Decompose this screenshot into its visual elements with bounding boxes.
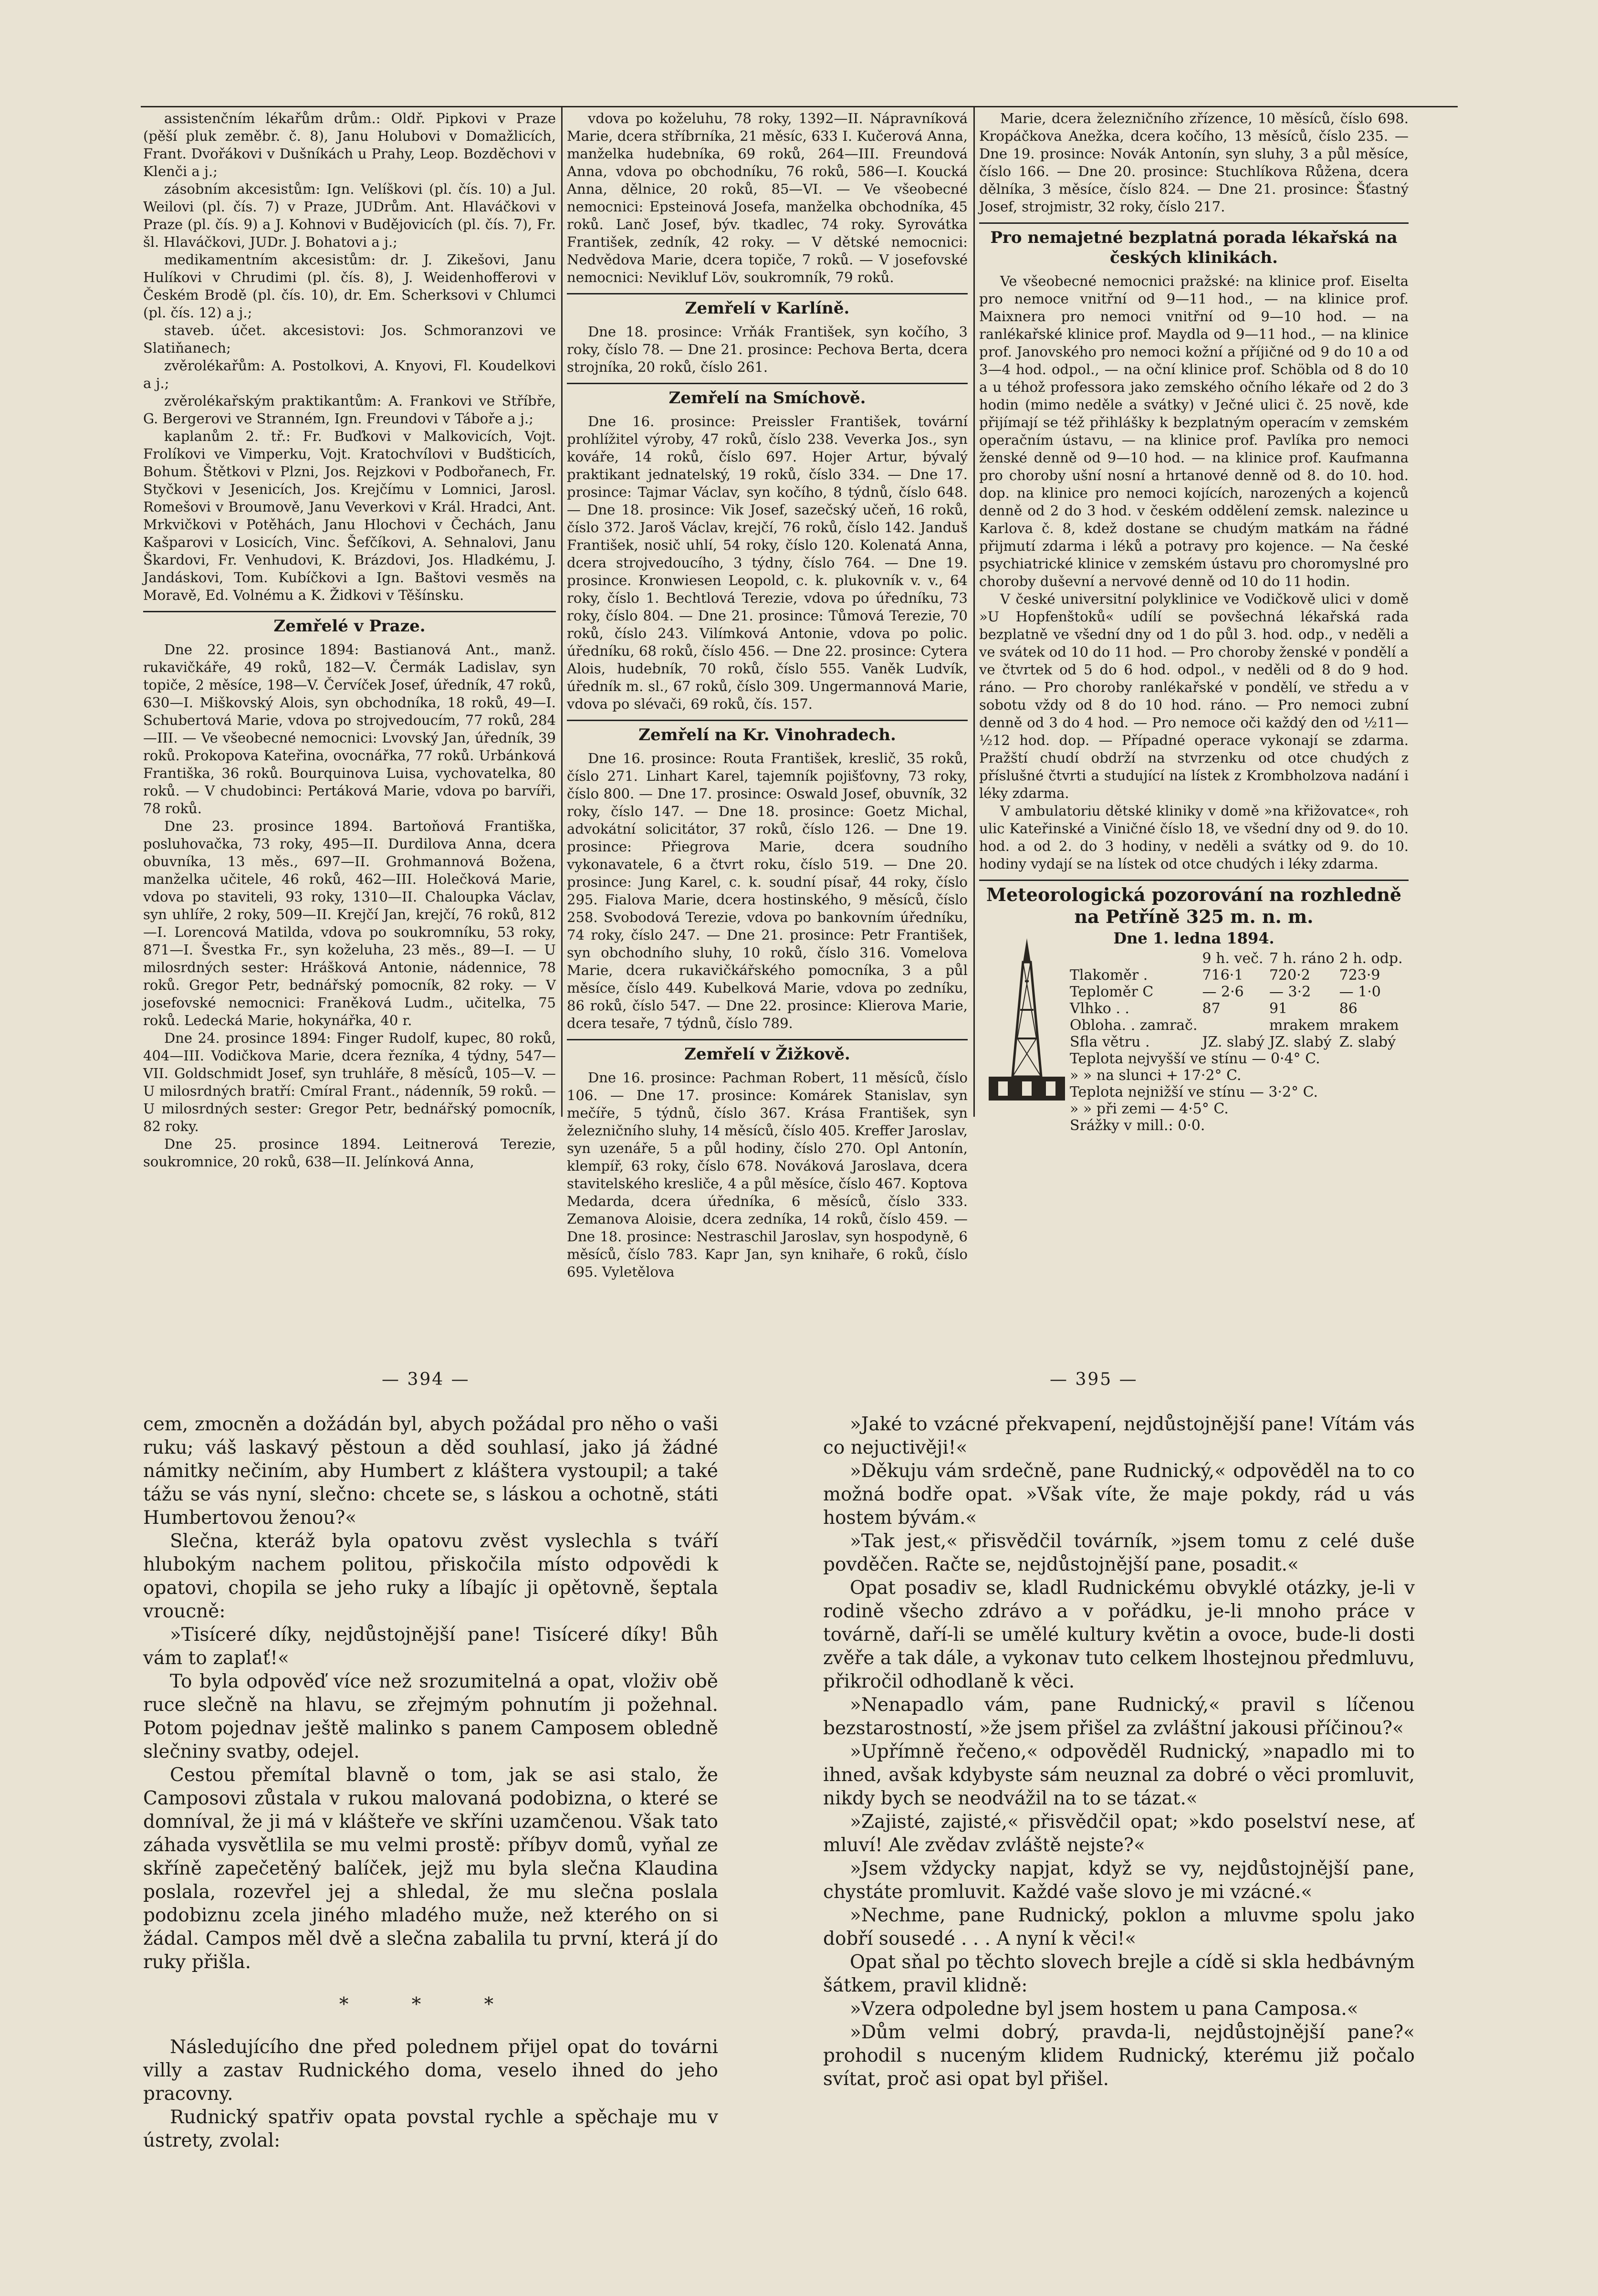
weather-value: — 3·2 [1269,984,1311,1000]
story-paragraph: »Dům velmi dobrý, pravda-li, nejdůstojnější pane?« prohodil s nuceným klidem Rudnický, kterému již počalo svítat, proč asi opat byl přišel. [823,2022,1415,2090]
story-paragraph: »Děkuju vám srdečně, pane Rudnický,« odpověděl na to co možná bodře opat. »Však víte, že maje pokdy, rád u vás hostem bývám.« [823,1460,1415,1529]
deaths-prague-3: Dne 24. prosince 1894: Finger Rudolf, kupec, 80 roků, 404—III. Vodičkova Marie, dcera řezníka, 4 týdny, 547—VII. Goldschmidt Josef, syn truhláře, 8 měsíců, 105—V. — U milosrdných bratří: Cmíral Frant., nádenník, 59 roků. — U milosrdných sester: Gregor Petr, bednářský pomocník, 82 roky. [143,1030,556,1134]
weather-extreme-line: » » na slunci + 17·2° C. [1070,1067,1242,1084]
column-divider-2 [973,107,975,1117]
weather-value: 723·9 [1339,967,1380,984]
story-paragraph: »Nechme, pane Rudnický, poklon a mluvme spolu jako dobří sousedé . . . A nyní k věci!« [823,1905,1415,1950]
weather-col-morning: 7 h. ráno [1269,950,1335,967]
page-number-left: — 394 — [382,1370,470,1389]
story-paragraph: Opat sňal po těchto slovech brejle a cídě si skla hedbávným šátkem, pravil klidně: [823,1951,1415,1996]
deaths-zizkov-cont: Marie, dcera železničního zřízence, 10 měsíců, číslo 698. Kropáčkova Anežka, dcera kočího, 13 měsíců, číslo 235. — Dne 19. prosince: Novák Antonín, syn sluhy, 3 a půl měsíce, číslo 166. — Dne 20. prosince: Stuchlíkova Růžena, dcera dělníka, 3 měsíce, číslo 824. — Dne 21. prosince: Šťastný Josef, strojmistr, 32 roky, číslo 217. [979,110,1409,215]
appointments-5: zvěrolékařům: A. Postolkovi, A. Knyovi, Fl. Koudelkovi a j.; [143,357,556,391]
story-paragraph: cem, zmocněn a dožádán byl, abych požádal pro něho o vaši ruku; váš laskavý pěstoun a děd souhlasí, jako já žádné námitky nečiním, aby Humbert z kláštera vystoupil; a také tážu se vás nyní, slečno: chcete se, s láskou a ochotně, státi Humbertovou ženou?« [143,1414,718,1529]
appointments-2: zásobním akcesistům: Ign. Velíškovi (pl. čís. 10) a Jul. Weilovi (pl. čís. 7) v Praze, JUDrům. Ant. Hlaváčkovi v Praze (pl. čís. 9) a J. Kohnovi v Budějovicích (pl. čís. 7), Fr. šl. Hlaváčkovi, JUDr. J. Bohatovi a j.; [143,181,556,250]
appointments-4: staveb. účet. akcesistovi: Jos. Schmoranzovi ve Slatiňanech; [143,322,556,356]
weather-table [1070,950,1408,1050]
weather-value: 716·1 [1202,967,1243,984]
story-paragraph: »Upřímně řečeno,« odpověděl Rudnický, »napadlo mi to ihned, avšak kdybyste sám neuznal za dobré o věci promluvit, nikdy bych se neodvážil na to se tázat.« [823,1741,1415,1809]
story-paragraph: Rudnický spatřiv opata povstal rychle a spěchaje mu v ústrety, zvolal: [143,2107,718,2151]
appointments-1: assistenčním lékařům drům.: Oldř. Pipkovi v Praze (pěší pluk zeměbr. č. 8), Janu Holubovi v Domažlicích, Frant. Dvořákovi v Dušníkách u Prahy, Leop. Bozděchovi v Klenči a j.; [143,110,556,179]
heading-deaths-karlin: Zemřelí v Karlíně. [567,293,968,318]
deaths-smichov: Dne 16. prosince: Preissler František, tovární prohlížitel výroby, 47 roků, číslo 238. Veverka Jos., syn kováře, 14 roků, číslo 697. Hojer Artur, bývalý praktikant jednatelský, 19 roků, číslo 334. — Dne 17. prosince: Tajmar Václav, syn kočího, 8 týdnů, číslo 648. — Dne 18. prosince: Vik Josef, sazečský učeň, 16 roků, číslo 372. Jaroš Václav, krejčí, 76 roků, číslo 142. Janduš František, nosič uhlí, 54 roky, číslo 120. Kolenatá Anna, dcera strojvedoucího, 3 týdny, číslo 764. — Dne 19. prosince. Kronwiesen Leopold, c. k. plukovník v. v., 64 roky, číslo 1. Bechtlová Terezie, vdova po úředníku, 73 roky, číslo 804. — Dne 21. prosince: Tůmová Terezie, 70 roků, číslo 243. Vilímková Antonie, vdova po polic. úředníku, 68 roků, číslo 456. — Dne 22. prosince: Cytera Alois, hudebník, 70 roků, číslo 555. Vaněk Ludvík, úředník m. sl., 67 roků, číslo 309. Ungermannová Marie, vdova po slévači, 69 roků, čís. 157. [567,413,968,712]
column-1 [143,110,556,1170]
story-paragraph: »Jaké to vzácné překvapení, nejdůstojnější pane! Vítám vás co nejuctivěji!« [823,1414,1415,1458]
page-number-right: — 395 — [1050,1370,1138,1389]
weather-value: JZ. slabý [1269,1034,1332,1050]
weather-row-label: Sfla větru . [1070,1034,1150,1050]
weather-value [1202,1017,1269,1034]
weather-precipitation: Srážky v mill.: 0·0. [1070,1117,1205,1134]
story-paragraph: »Jsem vždycky napjat, když se vy, nejdůstojnější pane, chystáte promluvit. Každé vaše slovo je mi vzácné.« [823,1858,1415,1903]
deaths-prague-2: Dne 23. prosince 1894. Bartoňová Františka, posluhovačka, 73 roky, 495—II. Durdilova Anna, dcera obuvníka, 13 měs., 697—II. Grohmannová Božena, manželka učitele, 46 roků, 462—III. Holečková Marie, vdova po staviteli, 93 roky, 1310—II. Chaloupka Václav, syn uhlíře, 2 roky, 509—II. Krejčí Jan, krejčí, 76 roků, 812—I. Lorencová Matilda, vdova po soukromníku, 53 roky, 871—I. Švestka Fr., syn koželuha, 23 měs., 89—I. — U milosrdných sester: Hrášková Antonie, nádennice, 78 roků. Gregor Petr, bednářský pomocník, 82 roky. — V josefovské nemocnici: Franěková Ludm., učitelka, 75 roků. Ledecká Marie, hokynářka, 40 r. [143,818,556,1028]
column-2 [567,110,968,1280]
weather-title: Meteorologická pozorování na rozhledně na Petříně 325 m. n. m. [986,884,1402,927]
weather-row-label: Obloha. . zamrač. [1070,1017,1198,1034]
weather-extreme-line: Teplota nejvyšší ve stínu — 0·4° C. [1070,1050,1320,1067]
column-divider-1 [561,107,563,1117]
polyclinic-hours: V české universitní polyklinice ve Vodičkově ulici v domě »U Hopfenštoků« udílí se povšechná lékařská rada bezplatně ve všední dny od 1 do půl 3. hod. odp., v neděli a ve svátek od 10 do 11 hod. — Pro choroby ženské v pondělí a ve čtvrtek od 5 do 6 hod. odpol., v neděli od 8 do 9 hod. ráno. — Pro choroby ranlékařské v pondělí, ve středu a v sobotu vždy od 8 do 10 hod. ráno. — Pro nemoci zubní denně od 3 do 4 hod. — Pro nemoce oči každý den od ½11—½12 hod. dop. — Případné operace vykonají se zdarma. Pražští chudí obdrží na stvrzenku od otce chudých z příslušné čtvrti a studující na lístek z Krombholzova nadání i léky zdarma. [979,591,1409,801]
weather-value: — 1·0 [1339,984,1381,1000]
weather-col-evening: 9 h. več. [1202,950,1264,967]
heading-deaths-vinohrady: Zemřelí na Kr. Vinohradech. [567,720,968,745]
weather-row-label: Vlhko . . [1070,1000,1129,1017]
weather-col-afternoon: 2 h. odp. [1339,950,1403,967]
petrin-tower-illustration [979,933,1075,1115]
deaths-karlin: Dne 18. prosince: Vrňák František, syn kočího, 3 roky, číslo 78. — Dne 21. prosince: Pechova Berta, dcera strojníka, 20 roků, číslo 261. [567,324,968,375]
heading-deaths-smichov: Zemřelí na Smíchově. [567,383,968,408]
story-paragraph: Opat posadiv se, kladl Rudnickému obvyklé otázky, je-li v rodině všecho zdrávo a v pořádku, je-li mnoho práce v továrně, daří-li se umělé kultury květin a ovoce, bude-li dosti zvěře a tak dále, a vykonav tuto celkem lhostejnou předmluvu, přikročil odhodlaně k věci. [823,1577,1415,1692]
story-paragraph: »Vzera odpoledne byl jsem hostem u pana Camposa.« [850,1998,1358,2020]
deaths-vinohrady: Dne 16. prosince: Routa František, kreslič, 35 roků, číslo 271. Linhart Karel, tajemník pojišťovny, 73 roky, číslo 800. — Dne 17. prosince: Oswald Josef, obuvník, 32 roky, číslo 147. — Dne 18. prosince: Goetz Michal, advokátní solicitátor, 37 roků, číslo 126. — Dne 19. prosince: Přiegrova Marie, dcera soudního vykonavatele, 6 a čtvrt roku, číslo 519. — Dne 20. prosince: Jung Karel, c. k. soudní písař, 44 roky, číslo 295. Fialova Marie, dcera hostinského, 9 měsíců, číslo 258. Svobodová Terezie, vdova po bankovním úředníku, 74 roky, číslo 247. — Dne 21. prosince: Petr František, syn obchodního sluhy, 10 roků, číslo 316. Vomelova Marie, dcera rukavičkářského pomocníka, 3 a půl měsíce, číslo 449. Kubelková Marie, vdova po zedníku, 86 roků, číslo 547. — Dne 22. prosince: Klierova Marie, dcera tesaře, 7 týdnů, číslo 789. [567,750,968,1031]
weather-value: JZ. slabý [1202,1034,1264,1050]
deaths-zizkov: Dne 16. prosince: Pachman Robert, 11 měsíců, číslo 106. — Dne 17. prosince: Komárek Stanislav, syn mečíře, 5 týdnů, číslo 367. Krása František, syn železničního sluhy, 14 měsíců, číslo 405. Kreffer Jaroslav, syn uzenáře, 5 a půl hodiny, číslo 270. Opl Antonín, klempíř, 63 roky, číslo 678. Nováková Jaroslava, dcera stavitelského kresliče, 4 a půl měsíce, číslo 467. Koptova Medarda, dcera úředníka, 6 měsíců, číslo 333. Zemanova Aloisie, dcera zedníka, 14 roků, číslo 459. — Dne 18. prosince: Nestraschil Jaroslav, syn hospodyně, 6 měsíců, číslo 783. Kapr Jan, syn knihaře, 6 roků, číslo 695. Vyletělova [567,1069,968,1280]
weather-row-label: Tlakoměr . [1070,967,1148,984]
weather-value: — 2·6 [1202,984,1244,1000]
heading-deaths-prague: Zemřelé v Praze. [143,611,556,636]
weather-extreme-line: Teplota nejnižší ve stínu — 3·2° C. [1070,1084,1318,1101]
weather-value: 720·2 [1269,967,1310,984]
story-paragraph: To byla odpověď více než srozumitelná a opat, vloživ obě ruce slečně na hlavu, se zřejmým pohnutím ji požehnal. Potom pojednav ještě malinko s panem Camposem obledně slečniny svatby, odejel. [143,1671,718,1762]
weather-value: 86 [1339,1000,1358,1017]
clinic-hours: Ve všeobecné nemocnici pražské: na klinice prof. Eiselta pro nemoce vnitřní od 9—11 hod., — na klinice prof. Maixnera pro nemoci vnitřní od 9—10 hod. — na ranlékařské klinice prof. Maydla od 9—11 hod., — na klinice prof. Janovského pro nemoci kožní a příjičné od 9 do 10 a od 3—4 hod. odpol., — na oční klinice prof. Schöbla od 8 do 10 a u téhož professora jako zemského očního lékaře od 2 do 3 hodin (mimo neděle a svátky) v Ječné ulici č. 25 nově, kde přijímají se též přihlášky k bezplatným operacím v zemském operačním ústavu, — na klinice prof. Pavlíka pro nemoci ženské denně od 9—10 hod. — na klinice prof. Kaufmanna pro choroby ušní nosní a hrtanové denně od 8. do 10. hod. dop. na klinice pro nemoci kojících, narozených a kojenců denně od 2 do 3 hod. v českém oddělení zemsk. nalezince u Karlova č. 8, kdež dostane se chudým matkám na řádné přijmutí zdarma i léků a potravy pro kojence. — Na české psychiatrické klinice v zemském ústavu pro choromyslné pro choroby duševní a nervové denně od 10 do 11 hodin. [979,273,1409,589]
story-column-right [823,1413,1415,2138]
weather-value: Z. slabý [1339,1034,1396,1050]
heading-deaths-zizkov: Zemřelí v Žižkově. [567,1039,968,1064]
column-3 [979,110,1409,1134]
deaths-prague-1: Dne 22. prosince 1894: Bastianová Ant., manž. rukavičkáře, 49 roků, 182—V. Čermák Ladislav, syn topiče, 2 měsíce, 198—V. Červíček Josef, úředník, 47 roků, 630—I. Miškovský Alois, syn obchodníka, 18 roků, 49—I. Schubertová Marie, vdova po strojvedoucím, 77 roků, 284—III. — Ve všeobecné nemocnici: Lvovský Jan, úředník, 39 roků. Prokopova Kateřina, ovocnářka, 77 roků. Urbánková Františka, 36 roků. Bourquinova Luisa, vychovatelka, 80 roků. — V chudobinci: Pertáková Marie, vdova po barvíři, 78 roků. [143,641,556,817]
deaths-prague-4: Dne 25. prosince 1894. Leitnerová Terezie, soukromnice, 20 roků, 638—II. Jelínková Anna, [143,1136,556,1170]
weather-value: 91 [1269,1000,1288,1017]
section-break-stars: * * * [339,1994,522,2015]
children-ambulatorium-hours: V ambulatoriu dětské kliniky v domě »na křižovatce«, roh ulic Kateřinské a Viničné číslo 18, ve všední dny od 9. do 10. hod. a od 2. do 3 hodiny, v neděli a svátky od 9. do 10. hodiny vydají se na lístek od otce chudých i léky zdarma. [979,803,1409,872]
weather-date: Dne 1. ledna 1894. [1113,929,1274,947]
top-rule [141,106,1458,107]
appointments-7: kaplanům 2. tř.: Fr. Buďkovi v Malkovicích, Vojt. Frolíkovi ve Vimperku, Vojt. Kratochvílovi v Budšticích, Bohum. Štětkovi v Plzni, Jos. Rejzkovi v Podbořanech, Fr. Styčkovi v Jesenicích, Jos. Krejčímu v Lomnici, Jarosl. Romešovi v Broumově, Janu Veverkovi v Král. Hradci, Ant. Mrkvičkovi v Potěhách, Janu Hlochovi v Čechách, Janu Kašparovi v Losicích, Vinc. Šefčíkovi, A. Sehnalovi, Janu Škardovi, Fr. Venhudovi, K. Brázdovi, Jos. Hladkému, J. Jandáskovi, Tom. Kubíčkovi a Ign. Baštovi vesměs na Moravě, Ed. Volnému a K. Židkovi v Těšínsku. [143,428,556,603]
appointments-6: zvěrolékařským praktikantům: A. Frankovi ve Stříbře, G. Bergerovi ve Stranném, Ign. Freundovi v Táboře a j.; [143,393,556,427]
weather-value: mrakem [1339,1017,1399,1034]
story-column-left [143,1413,718,2151]
story-paragraph: »Tisíceré díky, nejdůstojnější pane! Tisíceré díky! Bůh vám to zaplať!« [143,1624,718,1669]
weather-value: mrakem [1269,1017,1329,1034]
weather-report [979,880,1409,1132]
story-paragraph: »Zajisté, zajisté,« přisvědčil opat; »kdo poselství nese, ať mluví! Ale zvědav zvláště nejste?« [823,1811,1415,1856]
story-paragraph: »Tak jest,« přisvědčil továrník, »jsem tomu z celé duše povděčen. Račte se, nejdůstojnější pane, posadit.« [823,1531,1415,1575]
weather-value: 87 [1202,1000,1221,1017]
story-paragraph: Následujícího dne před polednem přijel opat do továrni villy a zastav Rudnického doma, veselo ihned do jeho pracovny. [143,2036,718,2105]
appointments-3: medikamentním akcesistům: dr. J. Zikešovi, Janu Hulíkovi v Chrudimi (pl. čís. 8), J. Weidenhofferovi v Českém Brodě (pl. čís. 10), dr. Em. Scherksovi v Chlumci (pl. čís. 12) a j.; [143,252,556,321]
story-paragraph: Cestou přemítal blavně o tom, jak se asi stalo, že Camposovi zůstala v rukou malovaná podobizna, o které se domníval, že ji má v klášteře ve skříni uzamčenou. Však tato záhada vysvětlila se mu velmi prostě: příbyv domů, vyňal ze skříně zapečetěný balíček, jejž mu byla slečna Klaudina poslala, rozevřel jej a shledal, že mu slečna poslala podobiznu zcela jiného mladého muže, než kterého on si žádal. Campos měl dvě a slečna zabalila tu první, která jí do ruky přišla. [143,1764,718,1973]
weather-extreme-line: » » při zemi — 4·5° C. [1070,1101,1229,1117]
heading-free-medical-advice: Pro nemajetné bezplatná porada lékařská na českých klinikách. [979,222,1409,268]
story-paragraph: Slečna, kteráž byla opatovu zvěst vyslechla s tváří hlubokým nachem politou, přiskočila místo odpovědi k opatovi, chopila se jeho ruky a líbajíc ji opětovně, šeptala vroucně: [143,1531,718,1622]
deaths-prague-cont: vdova po koželuhu, 78 roky, 1392—II. Nápravníková Marie, dcera stříbrníka, 21 měsíc, 633 I. Kučerová Anna, manželka hudebníka, 69 roků, 264—III. Freundová Anna, vdova po obchodníku, 76 roků, 586—I. Koucká Anna, dělnice, 20 roků, 85—VI. — Ve všeobecné nemocnici: Epsteinová Josefa, manželka obchodníka, 45 roků. Lanč Josef, býv. tkadlec, 74 roky. Syrovátka František, zedník, 42 roky. — V dětské nemocnici: Nedvědova Marie, dcera topiče, 7 roků. — V josefovské nemocnici: Nevikluf Löv, soukromník, 79 roků. [567,110,968,285]
weather-row-label: Teploměr C [1070,984,1154,1000]
story-paragraph: »Nenapadlo vám, pane Rudnický,« pravil s líčenou bezstarostností, »že jsem přišel za zvláštní jakousi příčinou?« [823,1694,1415,1739]
weather-extremes [1070,1050,1409,1134]
